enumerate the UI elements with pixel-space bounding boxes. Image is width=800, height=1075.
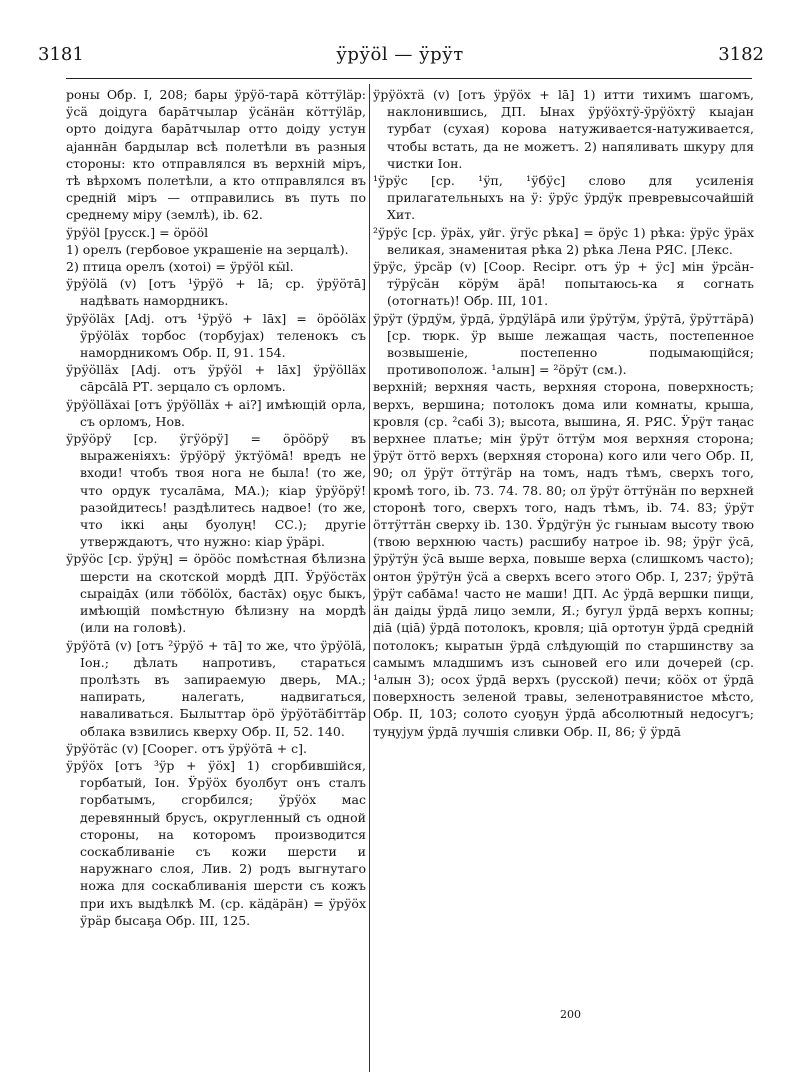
entry-urut: ӱрӱт (ӱрдӱм, ӱрдā, ӱрдӱlӓрā или ӱрӱтӱм, ӱрӱтā, ӱрӱттӓрā) [ср. тюрк. ӱр выше лежащая часть, постепенное возвышеніе, постепенно подымающійся; противополож. ¹алын] = ²ӧрӱт (см.). (373, 310, 754, 378)
entry-uruol-sense-1: 1) орелъ (гербовое украшеніе на зерцалѣ). (66, 241, 349, 257)
page-number-right: 3182 (718, 44, 764, 65)
entry-uruollakhai: ӱрӱӧllӓхаі [отъ ӱрӱӧllӓх + аі?] имѣющій орла, съ орломъ, Нов. (66, 396, 366, 429)
entry-urus-2: ²ӱрӱс [ср. ӱрӓх, уйг. ӱгӱс рѣка] = ӧрӱс 1) рѣка: ӱрӱс ӱрӓх великая, знаменитая рѣка 2) рѣка Лена РЯС. [Лекс. (373, 224, 754, 257)
left-column (66, 86, 366, 1016)
footer-mark: 200 (560, 1008, 581, 1021)
entry-uruokhta: ӱрӱӧхтӓ (v) [отъ ӱрӱӧх + lā] 1) итти тихимъ шагомъ, наклонившись, ДП. Ынах ӱрӱӧхтӱ-ӱрӱӧхтӱ кыајан турбат (сухая) корова натуживается-натуживается, чтобы встать, да не можетъ. 2) напяливать шкуру для чистки Іон. (373, 87, 754, 171)
entry-uruolakh: ӱрӱӧlӓх [Adj. отъ ¹ӱрӱӧ + lāх] = ӧрӧӧlӓх ӱрӱӧlӓх торбос (торбујах) теленокъ съ намордникомъ Обр. II, 91. 154. (66, 310, 366, 361)
page-number-left: 3181 (38, 44, 84, 65)
entry-uruoru: ӱрӱӧрӱ [ср. ӱгӱӧрӱ] = ӧрӧӧрӱ въ выраженіяхъ: ӱрӱӧрӱ ӱктӱӧмā! вредъ не входи! чтобъ твоя нога не была! (то же, что ордук тусалāма, МА.); кіар ӱрӱӧрӱ! разойдитесь! раздѣлитесь надвое! (то же, что іккі аңы буолуң! СС.); другіе утверждаютъ, что нужно: кіар ӱрӓрі. (66, 431, 366, 550)
entry-uruol: ӱрӱӧl [русск.] = ӧрӧӧl (66, 224, 209, 240)
entry-uruos: ӱрӱӧс [ср. ӱрӱң] = ӧрӧӧс помѣстная бѣлизна шерсти на скотской мордѣ ДП. Ӱрӱӧстӓх сыраідāх (или тӧбӧlӧх, бастāх) оҕус быкъ, имѣющій помѣстную бѣлизну на мордѣ (или на головѣ). (66, 551, 366, 636)
header-rule (66, 78, 752, 79)
running-title: ӱрӱӧl — ӱрӱт (336, 44, 464, 65)
entry-urus-1: ¹ӱрӱс [ср. ¹ӱп, ¹ӱбӱс] слово для усиленія прилагательныхъ на ӱ: ӱрӱс ӱрдӱк превревысочайшій Хит. (373, 173, 754, 223)
column-divider (369, 84, 370, 1072)
entry-uruol-sense-2: 2) птица орелъ (хотоі) = ӱрӱӧl кӹl. (66, 259, 294, 275)
entry-uruola: ӱрӱӧlӓ (v) [отъ ¹ӱрӱӧ + lā; ср. ӱрӱӧтā] надѣвать намордникъ. (66, 276, 366, 309)
entry-urus-ursar: ӱрӱс, ӱрсӓр (v) [Coop. Recipr. отъ ӱр + ӱс] мін ӱрсӓн-тӱрӱсӓн кӧрӱм ӓрā! попытаюсь-ка я согнать (отогнать)! Обр. III, 101. (373, 259, 754, 309)
right-column (373, 86, 754, 1016)
entry-continuation: роны Обр. I, 208; бары ӱрӱӧ-тарā кӧттӱlӓр: ӱсӓ доідуга барāтчылар ӱсӓнӓн кӧттӱlӓр, орто доідуга барāтчылар отто доіду устун аjаннāн бардылар всѣ полетѣли въ разныя стороны: кто отправлялся въ верхній міръ, тѣ вѣрхомъ полетѣли, а кто отправлялся въ средній міръ — отправились въ путь по среднему міру (землѣ), ib. 62. (66, 87, 366, 223)
entry-urut-senses: верхній; верхняя часть, верхняя сторона, поверхность; верхъ, вершина; потолокъ дома или комнаты, крыша, кровля (ср. ²сабі 3); высота, вышина, Я. РЯС. Ӱрӱт таңас верхнее платье; мін ӱрӱт ӧттӱм моя верхняя сторона; ӱрӱт ӧттӧ верхъ (верхняя сторона) кого или чего Обр. II, 90; ол ӱрӱт ӧттӱгӓр на томъ, надъ тѣмъ, сверхъ того, кромѣ того, ib. 73. 74. 78. 80; ол ӱрӱт ӧттӱнӓн по верхней сторонѣ того, сверхъ того, надъ тѣмъ, ib. 74. 83; ӱрӱт ӧттӱттӓн сверху ib. 130. Ӱрдӱгӱн ӱс гыныам высоту твою (твою верхнюю часть) расшибу натрое ib. 98; ӱрӱг ӱсā, ӱрӱтӱн ӱсā выше верха, повыше верха (слишкомъ часто); онтон ӱрӱтӱн ӱсӓ а сверхъ всего этого Обр. I, 237; ӱрӱтā ӱрӱт сабāма! часто не маши! ДП. Ас ӱрдā вершки пищи, ӓн даіды ӱрдā лицо земли, Я.; бугул ӱрдā верхъ копны; діā (ціā) ӱрдā потолокъ, кровля; ціā ортотун ӱрдā средній потолокъ; кыратын ӱрдā слѣдующій по старшинству за самымъ младшимъ изъ сыновей его или дочерей (ср. ¹алын 3); осох ӱрдā верхъ (русской) печи; кӧӧх от ӱрдā поверхность зеленой травы, зеленотравянистое мѣсто, Обр. II, 103; солото суоҕун ӱрдā абсолютный недосугъ; туңујум ӱрдā лучшія сливки Обр. II, 86; ӱ ӱрдā (373, 379, 754, 739)
entry-uruotas: ӱрӱӧтӓс (v) [Coорег. отъ ӱрӱӧтā + с]. (66, 740, 307, 756)
entry-uruollakh: ӱрӱӧllӓх [Adj. отъ ӱрӱӧl + lāх] ӱрӱӧllӓх сāрсālā РТ. зерцало съ орломъ. (66, 362, 366, 395)
entry-uruokh: ӱрӱӧх [отъ ³ӱр + ӱӧх] 1) сгорбившійся, горбатый, Іон. Ӱрӱӧх буолбут онъ сталъ горбатымъ, сгорбился; ӱрӱӧх мас деревянный брусъ, округленный съ одной стороны, на которомъ производится соскабливаніе съ кожи шерсти и наружнаго слоя, Лив. 2) родъ выгнутаго ножа для соскабливанія шерсти съ кожъ при ихъ выдѣлкѣ М. (ср. кӓдӓрӓн) = ӱрӱӧх ӱрӓр бысаҕа Обр. III, 125. (66, 757, 366, 928)
page-header (0, 44, 800, 74)
entry-uruota: ӱрӱӧтā (v) [отъ ²ӱрӱӧ + тā] то же, что ӱрӱӧlӓ, Іон.; дѣлать напротивъ, стараться пролѣзть въ запираемую дверь, МА.; напирать, налегать, надвигаться, наваливаться. Былыттар ӧрӧ ӱрӱӧтӓбіттӓр облака взвились кверху Обр. II, 52. 140. (66, 637, 366, 739)
